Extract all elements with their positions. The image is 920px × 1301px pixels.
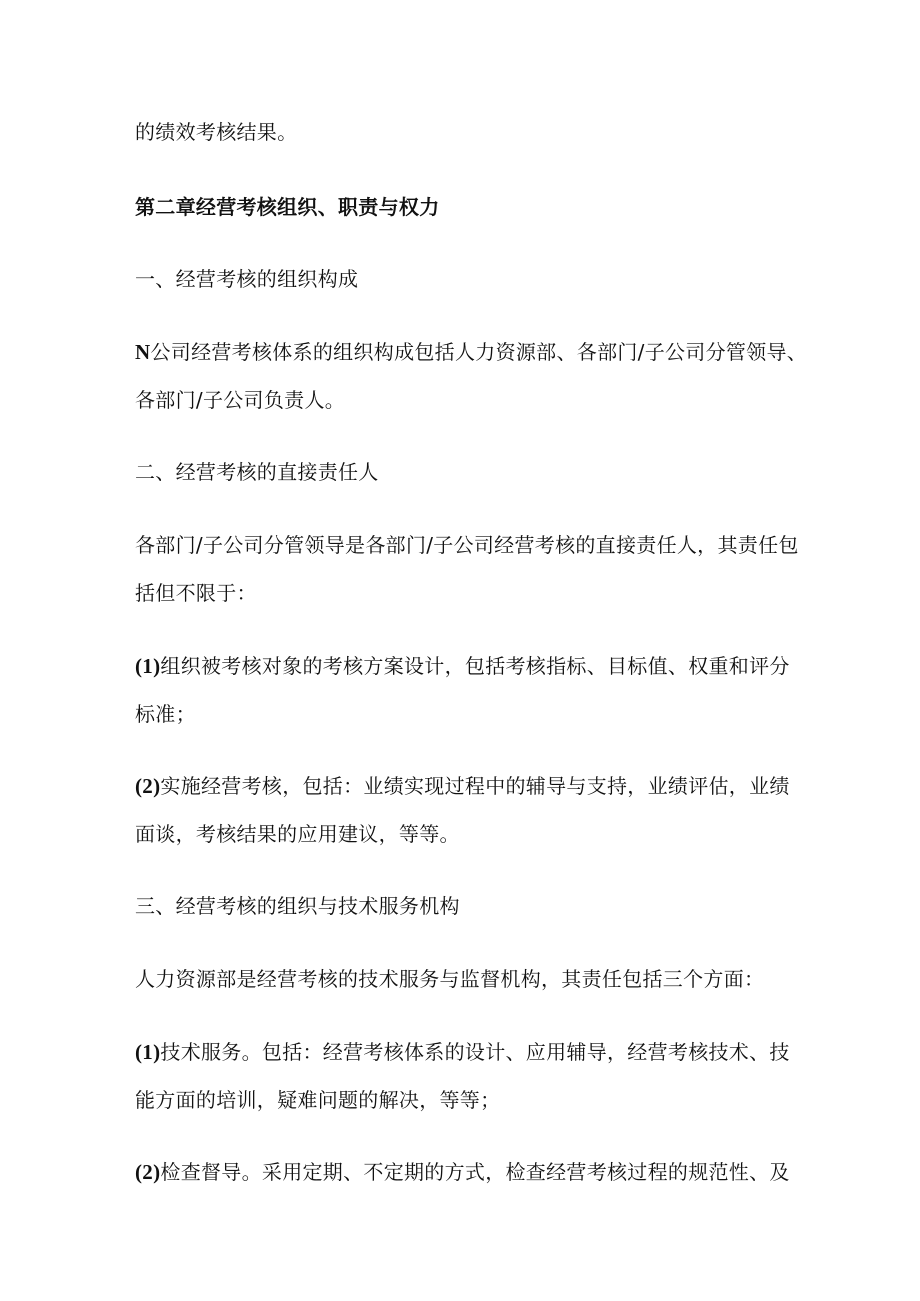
section2-heading-text: 二、经营考核的直接责任人 — [135, 460, 379, 484]
section2-heading — [135, 458, 379, 486]
section3-item1-text2: 能方面的培训，疑难问题的解决，等等； — [135, 1088, 501, 1112]
section2-item1-line2 — [135, 700, 196, 728]
chapter-heading — [135, 193, 440, 221]
section2-item2-line1 — [135, 772, 790, 800]
section3-item1-line2 — [135, 1086, 500, 1114]
section3-item1-line1 — [135, 1038, 790, 1066]
section2-item2-text1: 实施经营考核，包括：业绩实现过程中的辅导与支持，业绩评估，业绩 — [160, 774, 790, 798]
section2-paragraph-line2 — [135, 579, 257, 607]
section2-paragraph-text1: 各部门/子公司分管领导是各部门/子公司经营考核的直接责任人，其责任包 — [135, 533, 799, 557]
section3-heading — [135, 892, 460, 920]
chapter-heading-text: 第二章经营考核组织、职责与权力 — [135, 195, 440, 219]
section1-heading-text: 一、经营考核的组织构成 — [135, 267, 359, 291]
section1-heading — [135, 265, 358, 293]
section2-item1-text1: 组织被考核对象的考核方案设计，包括考核指标、目标值、权重和评分 — [160, 654, 790, 678]
item-number: (2) — [135, 774, 161, 798]
section1-paragraph-line1 — [135, 338, 808, 366]
section2-item2-line2 — [135, 820, 460, 848]
section1-paragraph-line2 — [135, 386, 345, 414]
section3-item1-text1: 技术服务。包括：经营考核体系的设计、应用辅导，经营考核技术、技 — [160, 1040, 790, 1064]
section3-heading-text: 三、经营考核的组织与技术服务机构 — [135, 894, 460, 918]
item-number: (1) — [135, 1040, 161, 1064]
section1-paragraph-text2: 各部门/子公司负责人。 — [135, 388, 346, 412]
continuation-text: 的绩效考核结果。 — [135, 120, 298, 144]
section3-paragraph-line1 — [135, 965, 764, 993]
section2-item2-text2: 面谈，考核结果的应用建议，等等。 — [135, 822, 460, 846]
item-number: (2) — [135, 1160, 161, 1184]
section2-item1-text2: 标准； — [135, 702, 196, 726]
section1-paragraph-text1: 公司经营考核体系的组织构成包括人力资源部、各部门/子公司分管领导、 — [150, 340, 808, 364]
item-number: (1) — [135, 654, 161, 678]
section2-paragraph-text2: 括但不限于： — [135, 581, 257, 605]
section2-paragraph-line1 — [135, 531, 799, 559]
company-letter: N — [135, 340, 151, 364]
section2-item1-line1 — [135, 652, 790, 680]
text-line-continuation — [135, 118, 297, 146]
section3-item2-text1: 检查督导。采用定期、不定期的方式，检查经营考核过程的规范性、及 — [160, 1160, 790, 1184]
section3-paragraph-text1: 人力资源部是经营考核的技术服务与监督机构，其责任包括三个方面： — [135, 967, 765, 991]
section3-item2-line1 — [135, 1158, 790, 1186]
